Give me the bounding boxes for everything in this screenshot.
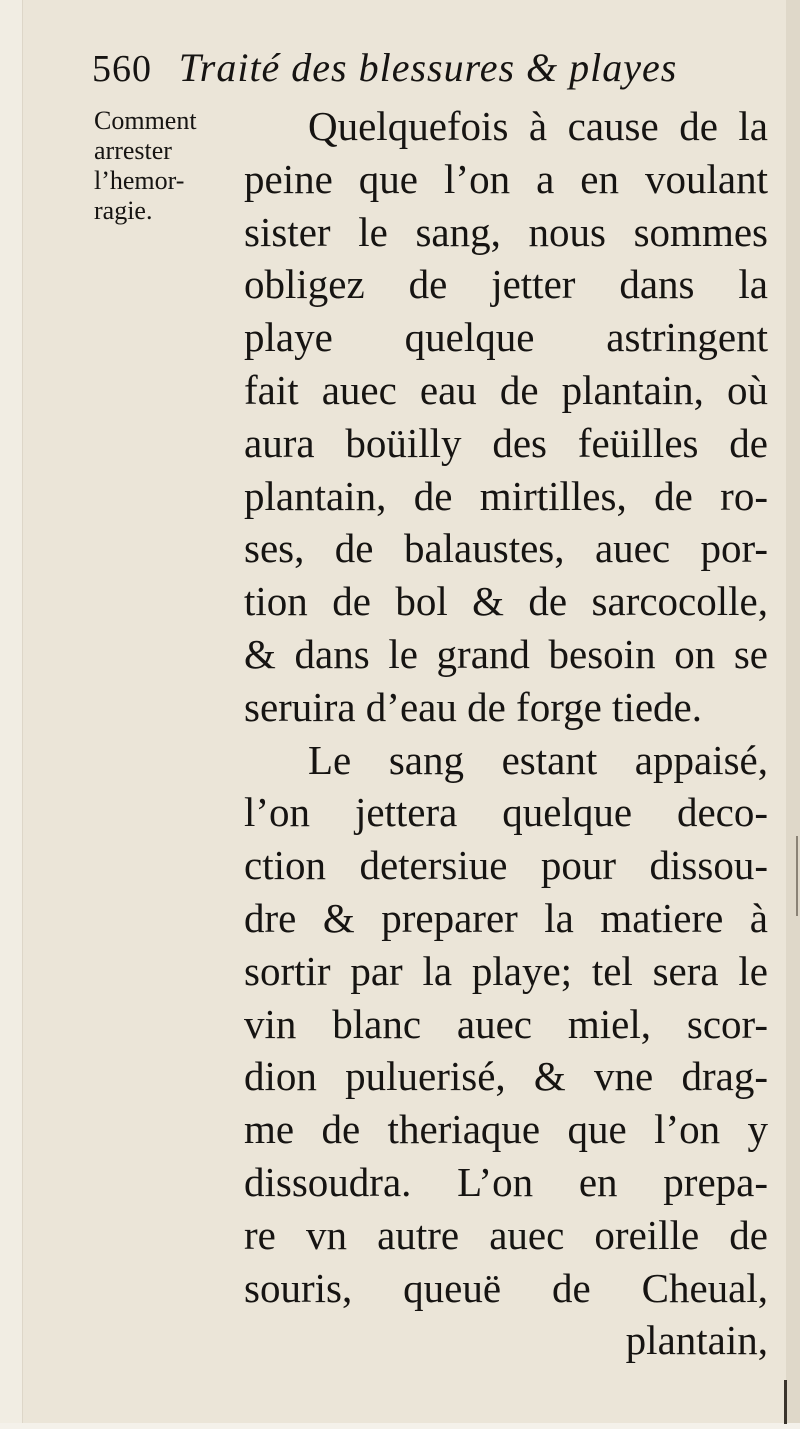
text-line: tion de bol & de sarcocolle,	[244, 578, 768, 625]
text-line: seruira d’eau de forge tiede.	[244, 683, 702, 730]
text-line: playe quelque astringent	[244, 314, 768, 361]
page-edge-mark	[796, 836, 798, 916]
text-line: dre & preparer la matiere à	[244, 894, 768, 941]
text-line: plantain, de mirtilles, de ro-	[244, 472, 768, 519]
text-line: & dans le grand besoin on se	[244, 630, 768, 677]
text-line: aura boüilly des feüilles de	[244, 419, 768, 466]
text-line: ses, de balaustes, auec por-	[244, 525, 768, 572]
page-bottom-edge	[0, 1423, 800, 1429]
text-line: dissoudra. L’on en prepa-	[244, 1158, 768, 1205]
text-line: souris, queuë de Cheual,	[244, 1264, 768, 1311]
text-line: vin blanc auec miel, scor-	[244, 1000, 768, 1047]
text-line: sister le sang, nous sommes	[244, 208, 768, 255]
margin-note-line: ragie.	[94, 196, 153, 225]
page-right-edge	[786, 0, 800, 1429]
margin-note-line: arrester	[94, 136, 172, 165]
page-left-edge	[0, 0, 23, 1429]
page-edge-mark	[784, 1380, 787, 1424]
text-line: ction detersiue pour dissou-	[244, 842, 768, 889]
text-line: dion puluerisé, & vne drag-	[244, 1053, 768, 1100]
body-text	[244, 100, 768, 1367]
page-header	[92, 44, 677, 96]
margin-note-line: Comment	[94, 106, 197, 135]
text-line: l’on jettera quelque deco-	[244, 789, 768, 836]
margin-note-line: l’hemor-	[94, 166, 185, 195]
catchword: plantain,	[625, 1317, 768, 1364]
page-number: 560	[92, 48, 152, 90]
text-line: re vn autre auec oreille de	[244, 1211, 768, 1258]
text-line: sortir par la playe; tel sera le	[244, 947, 768, 994]
text-line: Quelquefois à cause de la	[308, 103, 768, 149]
margin-note	[94, 106, 254, 226]
running-title: Traité des blessures & playes	[178, 45, 678, 90]
text-line: peine que l’on a en voulant	[244, 155, 768, 202]
text-line: fait auec eau de plantain, où	[244, 366, 768, 413]
text-line: me de theriaque que l’on y	[244, 1106, 768, 1153]
text-line: obligez de jetter dans la	[244, 261, 768, 308]
text-line: Le sang estant appaisé,	[308, 736, 768, 783]
